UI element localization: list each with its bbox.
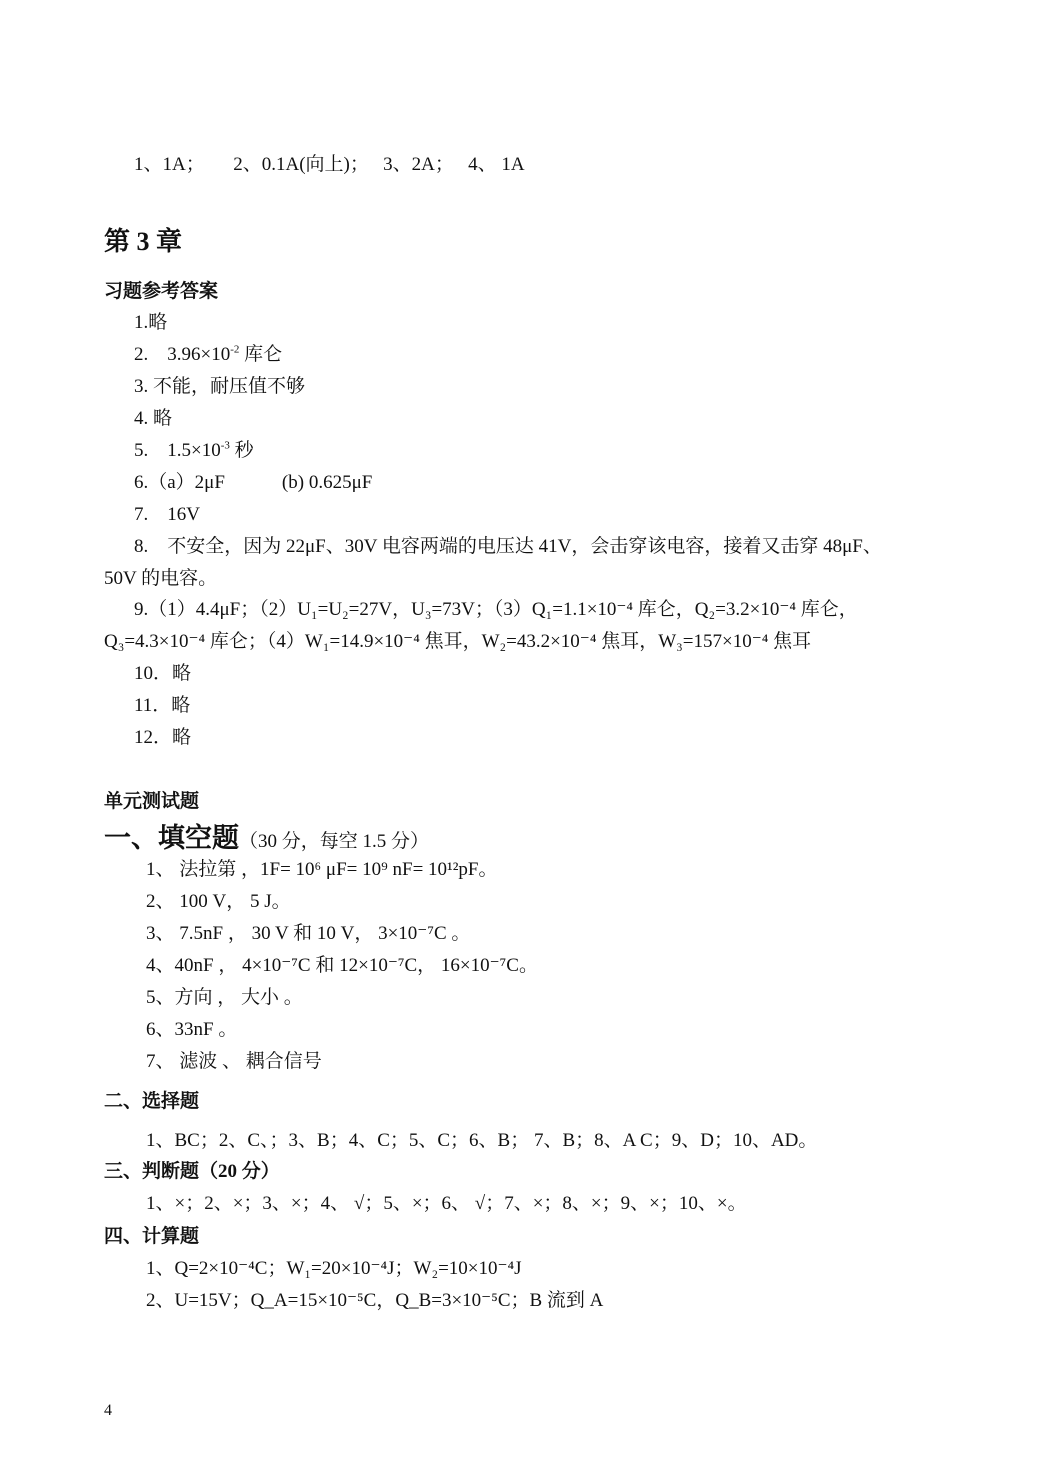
- fill-answer-7: 7、 滤波 、 耦合信号: [146, 1051, 322, 1072]
- prev-answers-line: 1、1A； 2、0.1A(向上)； 3、2A； 4、 1A: [134, 154, 525, 175]
- judge-answers: 1、×；2、×；3、×；4、 √；5、×；6、 √；7、×；8、×；9、×；10、×。: [146, 1193, 747, 1214]
- calc-answer-2: 2、U=15V；Q_A=15×10⁻⁵C，Q_B=3×10⁻⁵C；B 流到 A: [146, 1290, 604, 1311]
- fill-answer-2: 2、 100 V， 5 J。: [146, 891, 291, 912]
- fill-answer-5: 5、方向 ， 大小 。: [146, 987, 303, 1008]
- part-1-title: 一、填空题: [104, 823, 239, 853]
- fill-answer-3: 3、 7.5nF ， 30 V 和 10 V， 3×10⁻⁷C 。: [146, 923, 471, 944]
- part-4-title: 四、计算题: [104, 1226, 200, 1247]
- answer-9-line-1: 9.（1）4.4μF；（2）U₁=U₂=27V，U₃=73V；（3）Q₁=1.1×10⁻⁴ 库仑，Q₂=3.2×10⁻⁴ 库仑，: [134, 599, 858, 620]
- answer-2-base: 2. 3.96×10: [134, 344, 231, 365]
- answer-9-line-2: Q₃=4.3×10⁻⁴ 库仑；（4）W₁=14.9×10⁻⁴ 焦耳，W₂=43.2×10⁻⁴ 焦耳，W₃=157×10⁻⁴ 焦耳: [104, 631, 812, 652]
- exercises-heading: 习题参考答案: [104, 281, 219, 302]
- answer-6: 6.（a）2μF (b) 0.625μF: [134, 472, 373, 493]
- answer-8-line-2: 50V 的电容。: [104, 568, 218, 589]
- answer-12: 12．略: [134, 727, 192, 748]
- answer-8-line-1: 8. 不安全，因为 22μF、30V 电容两端的电压达 41V，会击穿该电容，接着又击穿 48μF、: [134, 536, 882, 557]
- fill-answer-4: 4、40nF ， 4×10⁻⁷C 和 12×10⁻⁷C， 16×10⁻⁷C。: [146, 955, 538, 976]
- answer-10: 10．略: [134, 663, 192, 684]
- answer-5-base: 5. 1.5×10: [134, 440, 221, 461]
- answer-1: 1.略: [134, 312, 168, 333]
- fill-answer-6: 6、33nF 。: [146, 1019, 238, 1040]
- answer-2-exponent: -2: [230, 343, 240, 356]
- part-3-title: 三、判断题（20 分）: [104, 1161, 280, 1182]
- answer-5: [134, 439, 254, 463]
- fill-answer-1: 1、 法拉第 ，1F= 10⁶ μF= 10⁹ nF= 10¹²pF。: [146, 859, 498, 880]
- answer-2: [134, 343, 282, 367]
- answer-2-unit: 库仑: [239, 344, 283, 365]
- calc-answer-1: 1、Q=2×10⁻⁴C；W₁=20×10⁻⁴J；W₂=10×10⁻⁴J: [146, 1258, 522, 1279]
- answer-5-exponent: -3: [220, 439, 230, 452]
- chapter-title: 第 3 章: [104, 227, 183, 256]
- choice-answers: 1、BC；2、C、；3、B；4、C；5、C；6、B； 7、B；8、A C；9、D；10、AD。: [146, 1130, 818, 1151]
- answer-3: 3. 不能，耐压值不够: [134, 376, 306, 397]
- answer-7: 7. 16V: [134, 504, 200, 525]
- unit-test-heading: 单元测试题: [104, 791, 200, 812]
- answer-4: 4. 略: [134, 408, 173, 429]
- part-1-heading: [104, 822, 429, 858]
- part-2-title: 二、选择题: [104, 1091, 200, 1112]
- page-number: 4: [104, 1402, 112, 1419]
- part-1-note: （30 分，每空 1.5 分）: [239, 831, 430, 852]
- answer-11: 11．略: [134, 695, 191, 716]
- answer-5-unit: 秒: [229, 440, 254, 461]
